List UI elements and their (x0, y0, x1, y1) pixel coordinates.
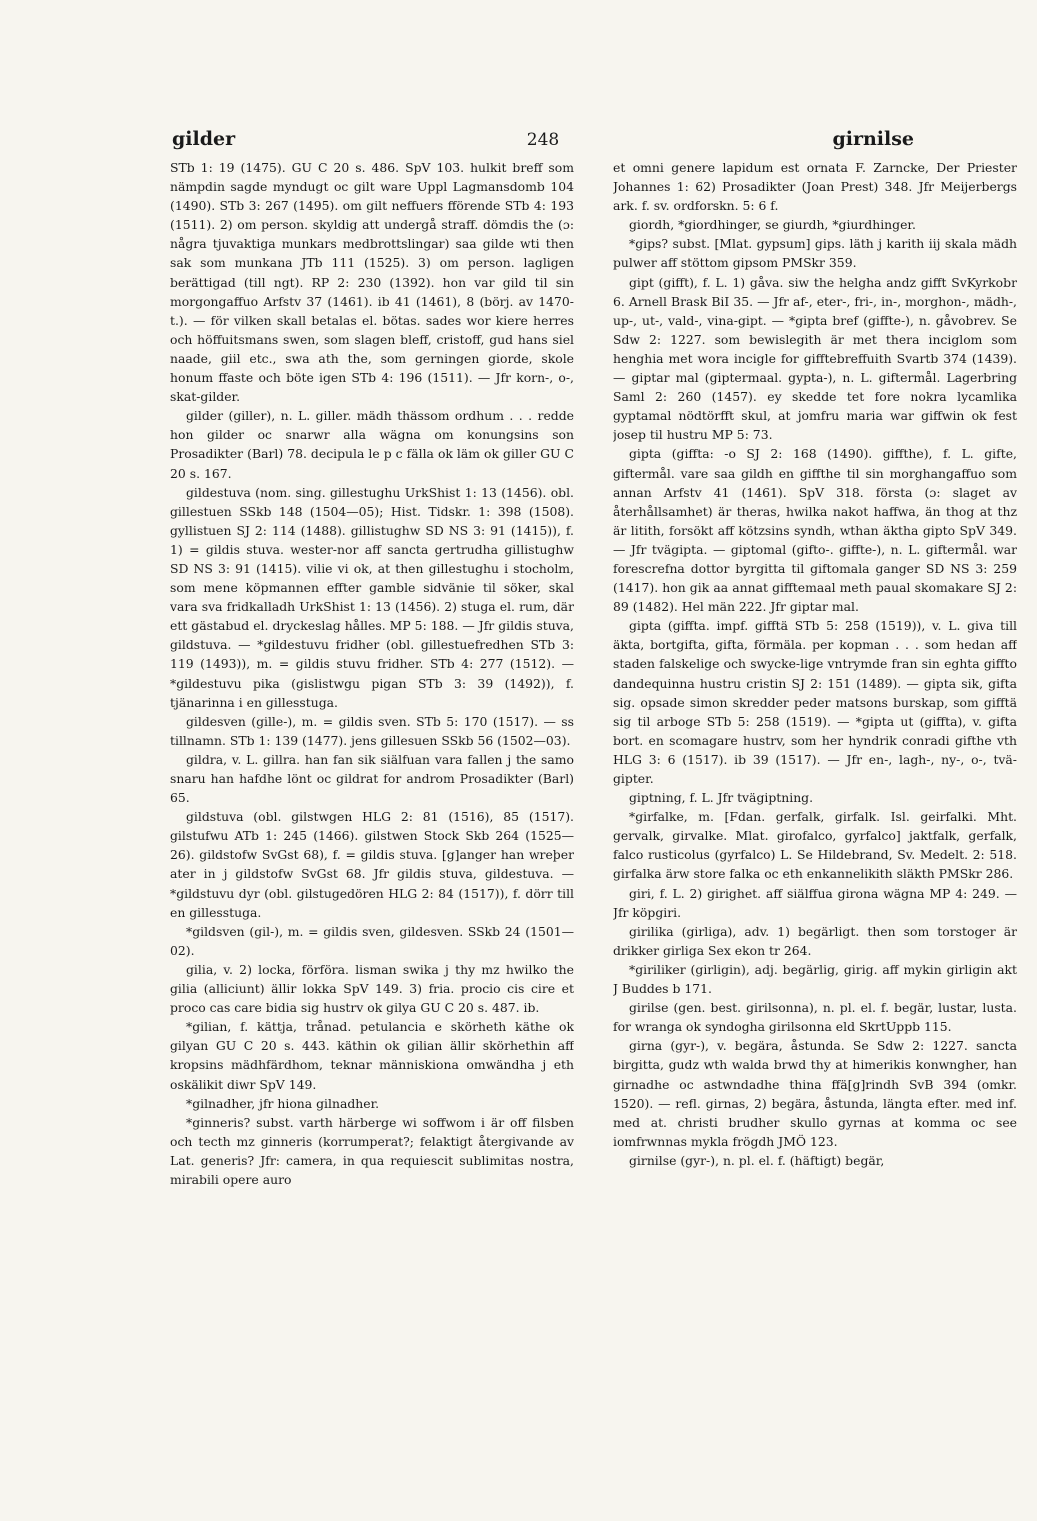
dictionary-entry: gildesven (gille-), m. = gildis sven. STb 5: 170 (1517). — ss tillnamn. STb 1: 139 (1477). jens gillesuen SSkb 56 (1502—03). (170, 713, 574, 748)
dictionary-entry: gildstuva (obl. gilstwgen HLG 2: 81 (1516), 85 (1517). gilstufwu ATb 1: 245 (1466). gilstwen Stock Skb 264 (1525—26). gildstofw SvGst 68), f. = gildis stuva. [g]anger han wreþer ater in j gildstofw SvGst 68. Jfr gildis stuva, gildestuva. — *gildstuvu dyr (obl. gilstugedören HLG 2: 84 (1517)), f. dörr till en gillesstuga. (170, 809, 574, 920)
left-column (170, 158, 574, 1498)
dictionary-entry: *gilnadher, jfr hiona gilnadher. (186, 1095, 380, 1111)
entry-continuation: et omni genere lapidum est ornata F. Zarncke, Der Priester Johannes 1: 62) Prosadikter (Joan Prest) 348. Jfr Meijerbergs ark. f. sv. ordforskn. 5: 6 f. (613, 160, 1017, 214)
entry-continuation: STb 1: 19 (1475). GU C 20 s. 486. SpV 103. hulkit breff som nämpdin sagde myndugt oc gilt ware Uppl Lagmansdomb 104 (1490). STb 3: 267 (1495). om gilt neffuers fförende STb 4: 193 (1511). 2) om person. skyldig att undergå straff. dömdis the (ɔ: några tjuvaktiga munkars medbrottslingar) saa gilde wti then sak som munkana JTb 111 (1525). 3) om person. lagligen berättigad (till ngt). RP 2: 230 (1392). hon var gild til sin morgongaffuo Arfstv 37 (1461). ib 41 (1461), 8 (börj. av 1470-t.). — för vilken skall betalas el. bötas. sades wor kiere herres och höffuitsmans swen, som slagen bleff, cristoff, gud hans siel naade, giil etc., swa ath the, som gerningen giorde, skole honum ffaste och böte igen STb 4: 196 (1511). — Jfr korn-, o-, skat-gilder. (170, 160, 574, 405)
dictionary-entry: gildra, v. L. gillra. han fan sik siälfuan vara fallen j the samo snaru han hafdhe lönt oc gildrat for androm Prosadikter (Barl) 65. (170, 751, 574, 806)
dictionary-entry: girilika (girliga), adv. 1) begärligt. then som torstoger är drikker girliga Sex ekon tr 264. (613, 923, 1017, 958)
dictionary-entry: gildestuva (nom. sing. gillestughu UrkShist 1: 13 (1456). obl. gillestuen SSkb 148 (1504—05); Hist. Tidskr. 1: 398 (1508). gyllistuen SJ 2: 114 (1488). gillistughw SD NS 3: 91 (1415)), f. 1) = gildis stuva. wester-nor aff sancta gertrudha gillistughw SD NS 3: 91 (1415). vilie vi ok, at then gillestughu i stocholm, som mene köpmannen effter gamble sidvänie til söker, skal vara sva fridkalladh UrkShist 1: 13 (1456). 2) stuga el. rum, där ett gästabud el. dryckeslag hålles. MP 5: 188. — Jfr gildis stuva, gildstuva. — *gildestuvu fridher (obl. gillestuefredhen STb 3: 119 (1493)), m. = gildis stuvu fridher. STb 4: 277 (1512). — *gildestuvu pika (gislistwgu pigan STb 3: 39 (1492)), f. tjänarinna i en gillesstuga. (170, 484, 574, 710)
dictionary-entry: gilder (giller), n. L. giller. mädh thässom ordhum . . . redde hon gilder oc snarwr alla wägna om konungsins son Prosadikter (Barl) 78. decipula le p c fälla ok läm ok giller GU C 20 s. 167. (170, 408, 574, 481)
dictionary-entry: giordh, *giordhinger, se giurdh, *giurdhinger. (629, 217, 916, 233)
dictionary-entry: giri, f. L. 2) girighet. aff siälffua girona wägna MP 4: 249. — Jfr köpgiri. (613, 885, 1017, 920)
dictionary-entry: girnilse (gyr-), n. pl. el. f. (häftigt) begär, (629, 1152, 885, 1168)
header-guide-word-left: gilder (172, 128, 236, 150)
dictionary-entry: *ginneris? subst. varth härberge wi soffwom i är off filsben och tecth mz ginneris (korrumperat?; felaktigt återgivande av Lat. generis? Jfr: camera, in qua requiescit sublimitas nostra, mirabili opere auro (170, 1114, 574, 1187)
dictionary-entry: girna (gyr-), v. begära, åstunda. Se Sdw 2: 1227. sancta birgitta, gudz wth walda brwd thy at himerikis konwngher, han girnadhe oc astwndadhe thina ffä[g]rindh SvB 394 (omkr. 1520). — refl. girnas, 2) begära, åstunda, längta efter. med inf. med at. christi brudher skullo gyrnas at komma oc see iomfrwnnas mykla frögdh JMÖ 123. (613, 1038, 1017, 1149)
dictionary-entry: giptning, f. L. Jfr tvägiptning. (629, 790, 814, 806)
page-header (172, 128, 914, 158)
dictionary-entry: *gilian, f. kättja, trånad. petulancia e skörheth käthe ok gilyan GU C 20 s. 443. käthin ok gilian ällir skörhethin aff kropsins mädhfärdhom, teknar människiona omwändha j eth oskälikit diwr SpV 149. (170, 1019, 574, 1092)
page-number: 248 (526, 130, 560, 150)
right-column (613, 158, 1017, 1498)
dictionary-entry: gipta (giffta: -o SJ 2: 168 (1490). giffthe), f. L. gifte, giftermål. vare saa gildh en giffthe til sin morghangaffuo som annan Arfstv 41 (1461). SpV 318. första (ɔ: slaget av återhållsamhet) är theras, hwilka nakot haffwa, än thog at thz är litith, forsökt aff kötzsins syndh, wthan äktha gipto SpV 349. — Jfr tvägipta. — giptomal (gifto-. giffte-), n. L. giftermål. war forescrefna dottor byrgitta til giftomala ganger SD NS 3: 259 (1417). hon gik aa annat gifftemaal meth paual skomakare SJ 2: 89 (1482). Hel män 222. Jfr giptar mal. (613, 446, 1017, 615)
dictionary-entry: girilse (gen. best. girilsonna), n. pl. el. f. begär, lustar, lusta. for wranga ok syndogha girilsonna eld SkrtUppb 115. (613, 1000, 1017, 1035)
dictionary-entry: gipta (giffta. impf. gifftä STb 5: 258 (1519)), v. L. giva till äkta, bortgifta, gifta, förmäla. per kopman . . . som hedan aff staden falskelige och swycke-lige vntrymde fran sin eghta giffto dandequinna hustru cristin SJ 2: 151 (1489). — gipta sik, gifta sig. opsade simon skredder peder matsons burskap, som gifftä sig til arboge STb 5: 258 (1519). — *gipta ut (giffta), v. gifta bort. en scomagare hustrv, som her hyndrik conradi gifthe vth HLG 3: 6 (1517). ib 39 (1517). — Jfr en-, lagh-, ny-, o-, tvä-gipter. (613, 618, 1017, 786)
dictionary-entry: *gips? subst. [Mlat. gypsum] gips. läth j karith iij skala mädh pulwer aff stöttom gipsom PMSkr 359. (613, 236, 1017, 271)
header-guide-word-right: girnilse (832, 128, 914, 150)
dictionary-entry: *girfalke, m. [Fdan. gerfalk, girfalk. Isl. geirfalki. Mht. gervalk, girvalke. Mlat. girofalco, gyrfalco] jaktfalk, gerfalk, falco rusticolus (gyrfalco) L. Se Hildebrand, Sv. Medelt. 2: 518. girfalka ärw store falka oc eth enkannelikith släkth PMSkr 286. (613, 809, 1017, 882)
dictionary-entry: *gildsven (gil-), m. = gildis sven, gildesven. SSkb 24 (1501—02). (170, 923, 574, 958)
dictionary-entry: gipt (gifft), f. L. 1) gåva. siw the helgha andz gifft SvKyrkobr 6. Arnell Brask BiI 35. — Jfr af-, eter-, fri-, in-, morghon-, mädh-, up-, ut-, vald-, vina-gipt. — *gipta bref (giffte-), n. gåvobrev. Se Sdw 2: 1227. som bewislegith är met thera inciglom som henghia met wora incigle for gifftebreffuith Svartb 374 (1439). — giptar mal (giptermaal. gypta-), n. L. giftermål. Lagerbring Saml 2: 260 (1457). ey skedde tet fore nokra lycamlika gyptamal nödtörfft skul, at jomfru maria war giffwin ok fest josep til hustru MP 5: 73. (613, 274, 1017, 443)
dictionary-entry: gilia, v. 2) locka, förföra. lisman swika j thy mz hwilko the gilia (alliciunt) ällir lokka SpV 149. 3) fria. procio cis cire et proco cas care bidia sig hustrv ok gilya GU C 20 s. 487. ib. (170, 961, 574, 1016)
dictionary-entry: *giriliker (girligin), adj. begärlig, girig. aff mykin girligin akt J Buddes b 171. (613, 961, 1017, 997)
